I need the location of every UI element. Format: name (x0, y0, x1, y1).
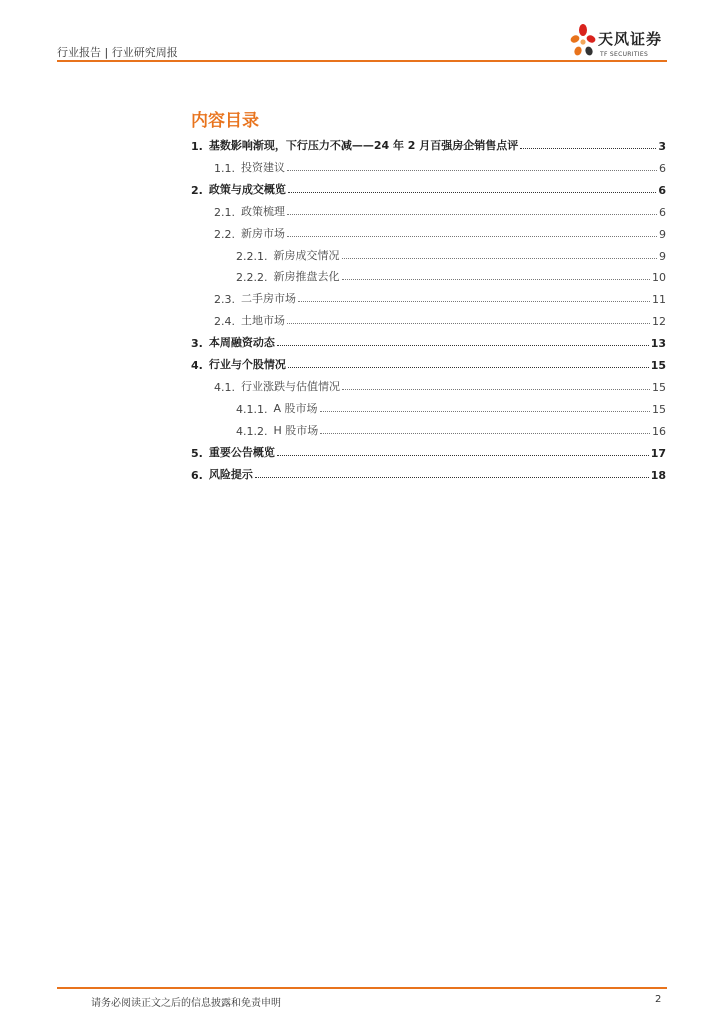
toc-entry-number: 1. (191, 140, 203, 153)
toc-leader-dots (320, 433, 650, 434)
toc-entry-page: 6 (659, 162, 666, 175)
toc-entry-title: H 股市场 (273, 424, 319, 437)
toc-leader-dots (255, 477, 649, 478)
toc-entry[interactable] (214, 203, 666, 219)
flower-logo-icon (570, 22, 596, 62)
toc-entry-number: 2.1. (214, 206, 235, 219)
toc-title: 内容目录 (191, 111, 259, 131)
report-header: 行业报告 | 行业研究周报 (57, 46, 178, 59)
toc-entry-page: 17 (650, 447, 666, 460)
toc-entry-number: 2.2. (214, 228, 235, 241)
toc-entry-title: 重要公告概览 (208, 446, 275, 459)
toc-entry-number: 4.1.2. (236, 425, 268, 438)
logo-subtitle: TF SECURITIES (600, 51, 649, 58)
toc-entry-title: 本周融资动态 (208, 336, 275, 349)
toc-entry-page: 15 (652, 403, 666, 416)
toc-leader-dots (520, 148, 656, 149)
toc-entry-page: 12 (652, 315, 666, 328)
toc-entry[interactable] (236, 422, 666, 438)
toc-entry-page: 9 (659, 228, 666, 241)
toc-leader-dots (287, 170, 657, 171)
toc-entry-title: 新房市场 (241, 227, 285, 240)
toc-leader-dots (342, 389, 650, 390)
footer-disclaimer: 请务必阅读正文之后的信息披露和免责申明 (91, 998, 281, 1009)
toc-entry[interactable] (191, 137, 666, 153)
footer-divider (57, 987, 667, 989)
toc-leader-dots (277, 345, 649, 346)
toc-entry-page: 6 (659, 206, 666, 219)
toc-entry[interactable] (214, 378, 666, 394)
toc-entry-title: A 股市场 (273, 402, 318, 415)
toc-entry-page: 18 (650, 469, 666, 482)
toc-entry-title: 基数影响渐现，下行压力不减——24 年 2 月百强房企销售点评 (208, 139, 519, 152)
toc-entry-page: 9 (659, 250, 666, 263)
toc-entry-page: 13 (650, 337, 666, 350)
toc-entry[interactable] (236, 400, 666, 416)
company-logo (570, 22, 670, 62)
toc-entry-number: 4.1.1. (236, 403, 268, 416)
toc-entry-number: 4. (191, 359, 203, 372)
toc-entry-title: 投资建议 (241, 161, 285, 174)
toc-entry-number: 2.2.2. (236, 271, 268, 284)
toc-leader-dots (287, 214, 657, 215)
toc-entry[interactable] (191, 356, 666, 372)
toc-leader-dots (288, 192, 657, 193)
toc-entry[interactable] (214, 290, 666, 306)
toc-entry[interactable] (191, 334, 666, 350)
toc-entry-title: 新房成交情况 (273, 249, 340, 262)
toc-entry-number: 2.3. (214, 293, 235, 306)
toc-entry-title: 风险提示 (208, 468, 253, 481)
toc-entry-page: 3 (658, 140, 666, 153)
toc-leader-dots (298, 301, 650, 302)
toc-entry-number: 4.1. (214, 381, 235, 394)
toc-entry-page: 15 (652, 381, 666, 394)
toc-entry-page: 6 (658, 184, 666, 197)
toc-leader-dots (288, 367, 649, 368)
toc-entry[interactable] (214, 225, 666, 241)
toc-leader-dots (320, 411, 650, 412)
toc-entry-page: 16 (652, 425, 666, 438)
toc-entry-page: 15 (650, 359, 666, 372)
toc-entry-title: 二手房市场 (241, 292, 296, 305)
toc-entry-title: 新房推盘去化 (273, 270, 340, 283)
toc-entry-title: 行业涨跌与估值情况 (241, 380, 340, 393)
toc-entry-title: 行业与个股情况 (208, 358, 286, 371)
toc-leader-dots (287, 323, 650, 324)
toc-entry[interactable] (191, 466, 666, 482)
toc-entry-title: 政策与成交概览 (208, 183, 286, 196)
toc-entry[interactable] (214, 312, 666, 328)
toc-entry-number: 1.1. (214, 162, 235, 175)
toc-entry-number: 2.2.1. (236, 250, 268, 263)
page-number: 2 (655, 994, 662, 1005)
toc-entry[interactable] (191, 444, 666, 460)
logo-name: 天风证券 (598, 30, 663, 48)
toc-entry[interactable] (191, 181, 666, 197)
toc-entry-number: 2. (191, 184, 203, 197)
toc-entry-title: 政策梳理 (241, 205, 285, 218)
toc-leader-dots (342, 279, 651, 280)
toc-entry-title: 土地市场 (241, 314, 285, 327)
toc-leader-dots (342, 258, 658, 259)
toc-entry-page: 11 (652, 293, 666, 306)
toc-entry[interactable] (214, 159, 666, 175)
toc-entry-number: 5. (191, 447, 203, 460)
toc-entry-number: 3. (191, 337, 203, 350)
toc-entry[interactable] (236, 247, 666, 263)
toc-leader-dots (287, 236, 657, 237)
toc-entry-number: 2.4. (214, 315, 235, 328)
toc-leader-dots (277, 455, 649, 456)
toc-entry[interactable] (236, 268, 666, 284)
toc-entry-page: 10 (652, 271, 666, 284)
toc-entry-number: 6. (191, 469, 203, 482)
